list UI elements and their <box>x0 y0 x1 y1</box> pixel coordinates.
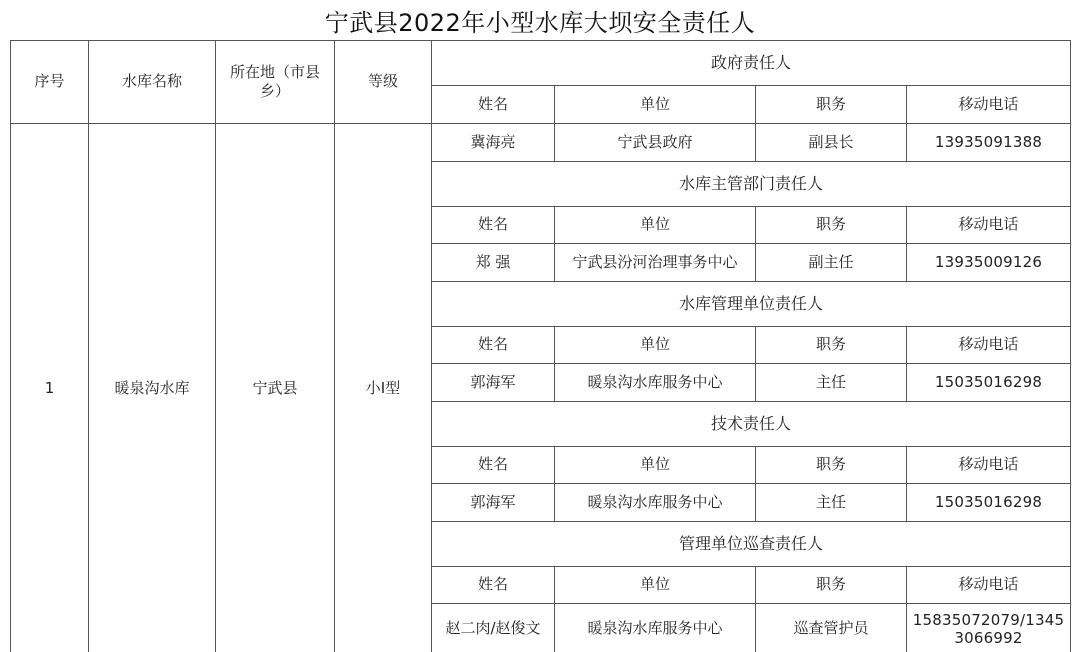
col-label-name[interactable]: 姓名 <box>432 207 555 244</box>
cell-phone[interactable]: 15035016298 <box>907 364 1071 402</box>
header-seq[interactable]: 序号 <box>11 41 89 124</box>
col-label-position[interactable]: 职务 <box>756 327 907 364</box>
cell-name[interactable]: 郑 强 <box>432 244 555 282</box>
cell-unit[interactable]: 暖泉沟水库服务中心 <box>555 484 756 522</box>
cell-phone[interactable]: 15835072079/13453066992 <box>907 604 1071 652</box>
cell-position[interactable]: 巡查管护员 <box>756 604 907 652</box>
header-reservoir-name[interactable]: 水库名称 <box>89 41 216 124</box>
header-grade[interactable]: 等级 <box>335 41 432 124</box>
cell-unit[interactable]: 宁武县汾河治理事务中心 <box>555 244 756 282</box>
cell-unit[interactable]: 暖泉沟水库服务中心 <box>555 364 756 402</box>
col-label-phone[interactable]: 移动电话 <box>907 567 1071 604</box>
cell-position[interactable]: 副县长 <box>756 124 907 162</box>
cell-unit[interactable]: 宁武县政府 <box>555 124 756 162</box>
cell-position[interactable]: 主任 <box>756 364 907 402</box>
cell-name[interactable]: 冀海亮 <box>432 124 555 162</box>
section-title-department[interactable]: 水库主管部门责任人 <box>432 162 1071 207</box>
cell-unit[interactable]: 暖泉沟水库服务中心 <box>555 604 756 652</box>
col-label-position[interactable]: 职务 <box>756 86 907 124</box>
record-location[interactable]: 宁武县 <box>216 124 335 652</box>
col-label-phone[interactable]: 移动电话 <box>907 207 1071 244</box>
page-title: 宁武县2022年小型水库大坝安全责任人 <box>324 8 756 37</box>
cell-position[interactable]: 副主任 <box>756 244 907 282</box>
section-title-technical[interactable]: 技术责任人 <box>432 402 1071 447</box>
col-label-unit[interactable]: 单位 <box>555 447 756 484</box>
cell-name[interactable]: 郭海军 <box>432 364 555 402</box>
header-row-1 <box>11 41 1071 86</box>
section-title-management[interactable]: 水库管理单位责任人 <box>432 282 1071 327</box>
col-label-unit[interactable]: 单位 <box>555 86 756 124</box>
record-grade[interactable]: 小Ⅰ型 <box>335 124 432 652</box>
col-label-phone[interactable]: 移动电话 <box>907 447 1071 484</box>
col-label-name[interactable]: 姓名 <box>432 567 555 604</box>
col-label-name[interactable]: 姓名 <box>432 327 555 364</box>
section-title-patrol[interactable]: 管理单位巡查责任人 <box>432 522 1071 567</box>
col-label-unit[interactable]: 单位 <box>555 327 756 364</box>
col-label-unit[interactable]: 单位 <box>555 567 756 604</box>
cell-phone[interactable]: 15035016298 <box>907 484 1071 522</box>
section-title-government[interactable]: 政府责任人 <box>432 41 1071 86</box>
cell-name[interactable]: 赵二肉/赵俊文 <box>432 604 555 652</box>
record-reservoir-name[interactable]: 暖泉沟水库 <box>89 124 216 652</box>
cell-phone[interactable]: 13935091388 <box>907 124 1071 162</box>
col-label-position[interactable]: 职务 <box>756 447 907 484</box>
col-label-phone[interactable]: 移动电话 <box>907 86 1071 124</box>
col-label-position[interactable]: 职务 <box>756 207 907 244</box>
cell-position[interactable]: 主任 <box>756 484 907 522</box>
header-location[interactable]: 所在地（市县乡） <box>216 41 335 124</box>
col-label-unit[interactable]: 单位 <box>555 207 756 244</box>
record-seq[interactable]: 1 <box>11 124 89 652</box>
col-label-name[interactable]: 姓名 <box>432 447 555 484</box>
col-label-phone[interactable]: 移动电话 <box>907 327 1071 364</box>
responsibility-table <box>10 40 1071 652</box>
cell-phone[interactable]: 13935009126 <box>907 244 1071 282</box>
col-label-position[interactable]: 职务 <box>756 567 907 604</box>
col-label-name[interactable]: 姓名 <box>432 86 555 124</box>
cell-name[interactable]: 郭海军 <box>432 484 555 522</box>
table-row <box>11 124 1071 162</box>
